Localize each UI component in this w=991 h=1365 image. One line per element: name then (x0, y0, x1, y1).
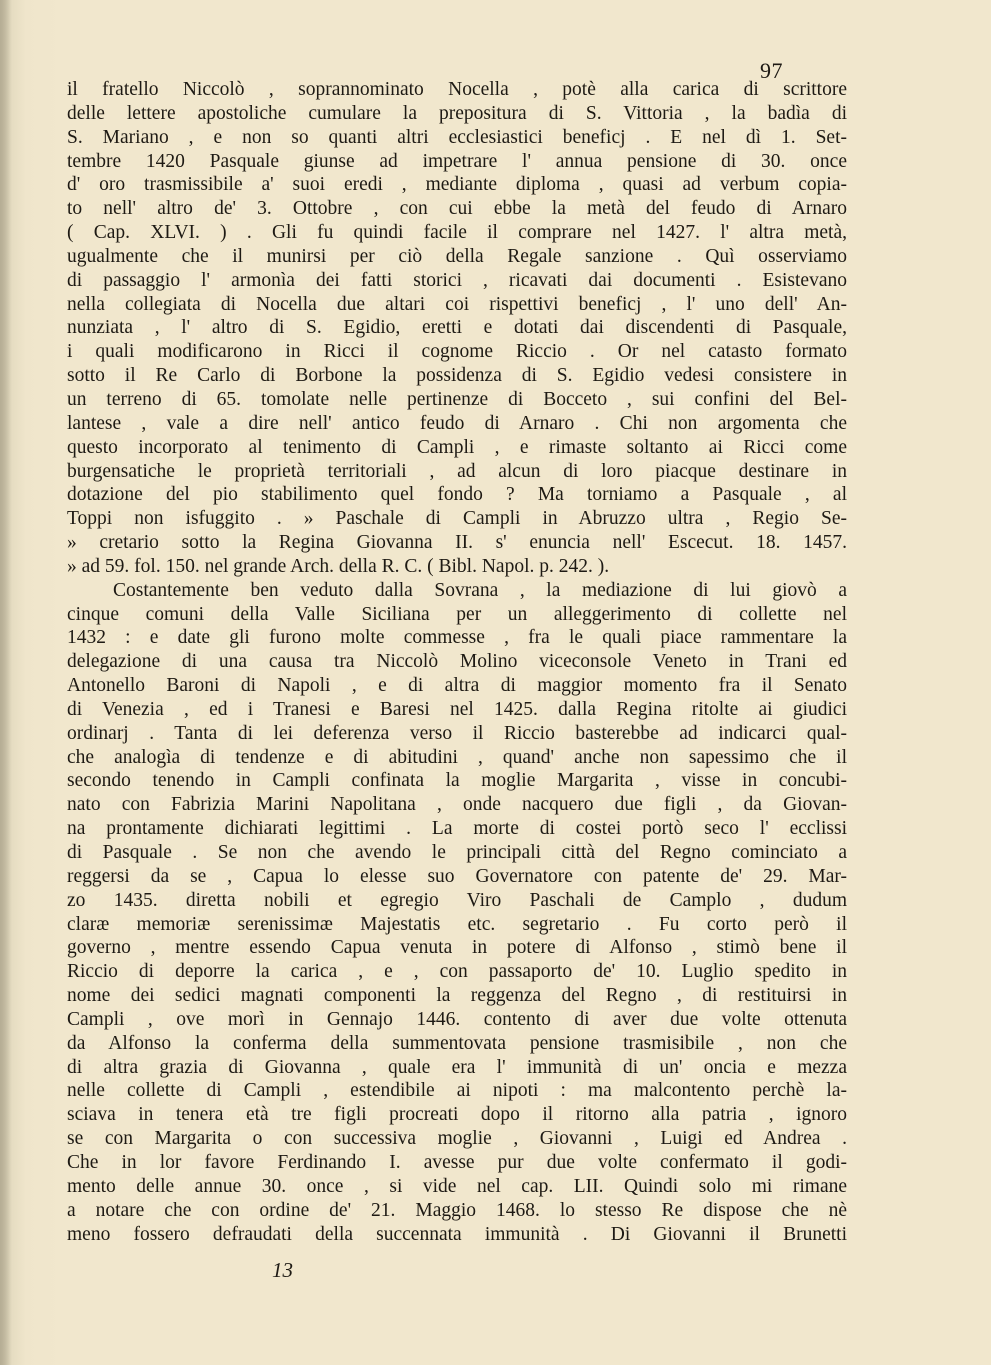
text-line: Costantemente ben veduto dalla Sovrana , la mediazione di lui giovò a (113, 579, 847, 601)
text-line: mento delle annue 30. once , si vide nel cap. LII. Quindi solo mi rimane (67, 1175, 847, 1197)
text-line: che analogìa di tendenze e di abitudini , quand' anche non sapessimo che il (67, 746, 847, 768)
text-line: zo 1435. diretta nobili et egregio Viro Paschali de Camplo , dudum (67, 889, 847, 911)
text-line: secondo tenendo in Campli confinata la moglie Margarita , visse in concubi- (67, 770, 847, 792)
text-line: nella collegiata di Nocella due altari coi rispettivi beneficj , l' uno dell' An- (67, 293, 847, 315)
text-line: reggersi da se , Capua lo elesse suo Governatore con patente de' 29. Mar- (67, 865, 847, 887)
text-line: claræ memoriæ serenissimæ Majestatis etc. segretario . Fu corto però il (67, 913, 847, 935)
text-line: burgensatiche le proprietà territoriali , ad alcun di loro piacque destinare in (67, 460, 847, 482)
text-line: sciava in tenera età tre figli procreati dopo il ritorno alla patria , ignoro (67, 1104, 847, 1126)
text-line: Che in lor favore Ferdinando I. avesse pur due volte confermato il godi- (67, 1151, 847, 1173)
text-line: se con Margarita o con successiva moglie , Giovanni , Luigi ed Andrea . (67, 1128, 847, 1150)
text-line: na prontamente dichiarati legittimi . La morte di costei portò seco l' ecclissi (67, 818, 847, 840)
text-line: ( Cap. XLVI. ) . Gli fu quindi facile il comprare nel 1427. l' altra metà, (67, 222, 847, 244)
text-line: 1432 : e date gli furono molte commesse , fra le quali piace rammentare la (67, 627, 847, 649)
text-line: ordinarj . Tanta di lei deferenza verso il Riccio basterebbe ad indicarci qual- (67, 722, 847, 744)
text-line: d' oro trasmissibile a' suoi eredi , mediante diploma , quasi ad verbum copia- (67, 174, 847, 196)
text-line: S. Mariano , e non so quanti altri ecclesiastici beneficj . E nel dì 1. Set- (67, 126, 847, 148)
text-line: to nell' altro de' 3. Ottobre , con cui ebbe la metà del feudo di Arnaro (67, 198, 847, 220)
text-line: dotazione del pio stabilimento quel fondo ? Ma torniamo a Pasquale , al (67, 484, 847, 506)
text-line: sotto il Re Carlo di Borbone la possidenza di S. Egidio vedesi consistere in (67, 365, 847, 387)
text-line: di passaggio l' armonìa dei fatti storici , ricavati dai documenti . Esistevano (67, 269, 847, 291)
text-line: cinque comuni della Valle Siciliana per un alleggerimento di collette nel (67, 603, 847, 625)
page-number: 97 (760, 58, 783, 83)
text-line: Riccio di deporre la carica , e , con passaporto de' 10. Luglio spedito in (67, 961, 847, 983)
text-line: nelle collette di Campli , estendibile ai nipoti : ma malcontento perchè la- (67, 1080, 847, 1102)
text-line: governo , mentre essendo Capua venuta in potere di Alfonso , stimò bene il (67, 937, 847, 959)
text-line: il fratello Niccolò , soprannominato Nocella , potè alla carica di scrittore (67, 79, 847, 100)
text-line: meno fossero defraudati della succennata immunità . Di Giovanni il Brunetti (67, 1223, 847, 1245)
text-line: delle lettere apostoliche cumulare la prepositura di S. Vittoria , la badìa di (67, 102, 847, 124)
text-line: di altra grazia di Giovanna , quale era l' immunità di un' oncia e mezza (67, 1056, 847, 1078)
text-line: » ad 59. fol. 150. nel grande Arch. della R. C. ( Bibl. Napol. p. 242. ). (67, 555, 610, 577)
text-line: nato con Fabrizia Marini Napolitana , onde nacquero due figli , da Giovan- (67, 794, 847, 816)
gutter-shadow (0, 0, 12, 1365)
text-line: Toppi non isfuggito . » Paschale di Campli in Abruzzo ultra , Regio Se- (67, 508, 847, 530)
text-line: nunziata , l' altro di S. Egidio, eretti e dotati dai discendenti di Pasquale, (67, 317, 847, 339)
text-line: un terreno di 65. tomolate nelle pertinenze di Bocceto , sui confini del Bel- (67, 388, 847, 410)
text-line: ugualmente che il munirsi per ciò della Regale sanzione . Quì osserviamo (67, 245, 847, 267)
text-line: Antonello Baroni di Napoli , e di altra di maggior momento fra il Senato (67, 675, 847, 697)
text-line: » cretario sotto la Regina Giovanna II. s' enuncia nell' Escecut. 18. 1457. (67, 532, 847, 554)
text-line: nome dei sedici magnati componenti la reggenza del Regno , di restituirsi in (67, 985, 847, 1007)
text-line: lantese , vale a dire nell' antico feudo di Arnaro . Chi non argomenta che (67, 412, 847, 434)
body-text (67, 78, 847, 1246)
text-line: i quali modificarono in Ricci il cognome Riccio . Or nel catasto formato (67, 341, 847, 363)
text-line: a notare che con ordine de' 21. Maggio 1468. lo stesso Re dispose che nè (67, 1199, 847, 1221)
text-line: di Venezia , ed i Tranesi e Baresi nel 1425. dalla Regina ritolte ai giudici (67, 698, 847, 720)
text-line: di Pasquale . Se non che avendo le principali città del Regno cominciato a (67, 842, 847, 863)
text-line: Campli , ove morì in Gennajo 1446. contento di aver due volte ottenuta (67, 1008, 847, 1030)
text-line: delegazione di una causa tra Niccolò Molino viceconsole Veneto in Trani ed (67, 651, 847, 673)
text-line: tembre 1420 Pasquale giunse ad impetrare l' annua pensione di 30. once (67, 150, 847, 172)
signature-mark: 13 (272, 1258, 293, 1282)
text-line: questo incorporato al tenimento di Campli , e rimaste soltanto ai Ricci come (67, 436, 847, 458)
text-line: da Alfonso la conferma della summentovata pensione trasmisibile , non che (67, 1032, 847, 1054)
